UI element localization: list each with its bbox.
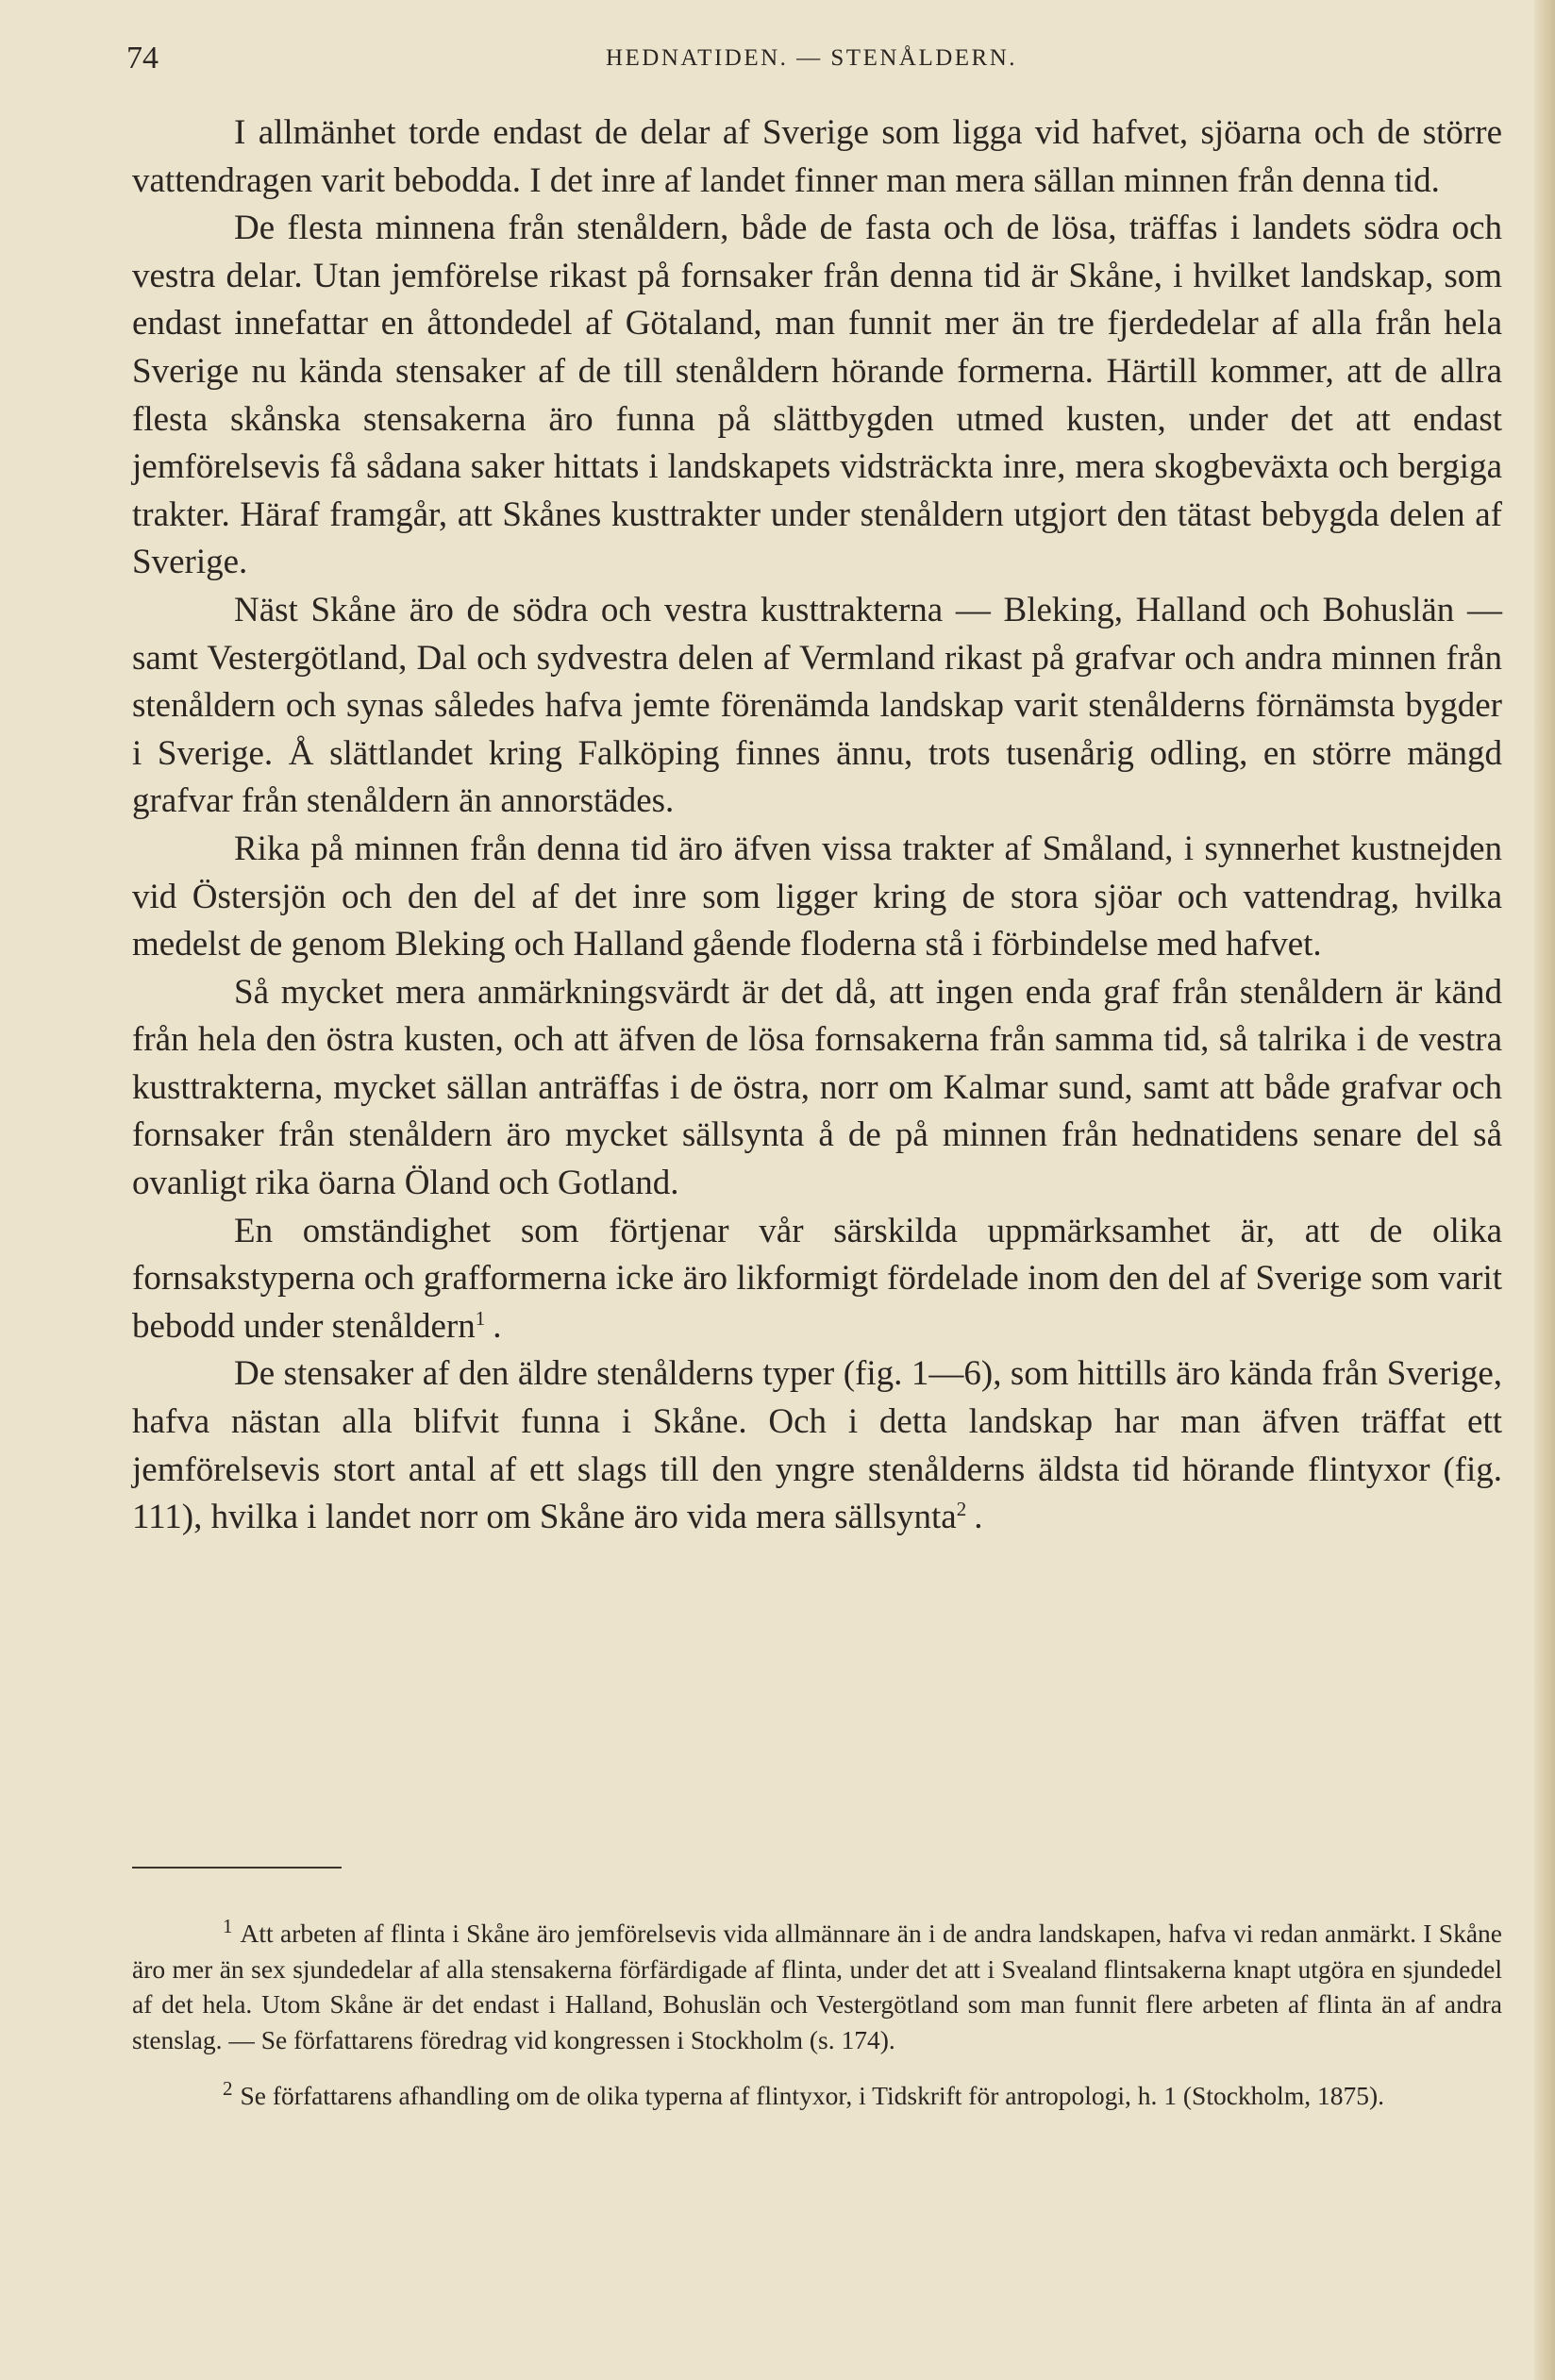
footnote-marker: 2: [223, 2076, 233, 2100]
page-header: [126, 38, 1496, 79]
paragraph-older-types-end: .: [974, 1498, 983, 1537]
footnote-marker: 1: [223, 1914, 233, 1937]
paragraph-older-types: [132, 1350, 1502, 1541]
paragraph-smaland: Rika på minnen från denna tid äro äfven vissa trakter af Småland, i synnerhet kustnejden vid Östersjön och den del af det inre som ligger kring de stora sjöar och vattendrag, hvilka medelst de genom Bleking och Halland gående floderna stå i förbindelse med hafvet.: [132, 829, 1502, 964]
footnote-text: Att arbeten af flinta i Skåne äro jemförelsevis vida allmännare än i de andra landskapen, hafva vi redan anmärkt. I Skåne äro mer än sex sjundedelar af alla stensakerna förfärdigade af flinta, under det att i Svealand flintsakerna knapt utgöra en sjundedel af det hela. Utom Skåne är det endast i Halland, Bohuslän och Vestergötland som man funnit flere arbeten af flinta än af andra stenslag. — Se författarens föredrag vid kongressen i Stockholm (s. 174).: [132, 1919, 1502, 2054]
paragraph-distribution: [132, 1208, 1502, 1351]
footnote-1: [132, 1916, 1502, 2057]
footnote-2: [132, 2078, 1502, 2114]
paragraph-inhabited-coasts: I allmänhet torde endast de delar af Sverige som ligga vid hafvet, sjöarna och de större vattendragen varit bebodda. I det inre af landet finner man mera sällan minnen från denna tid.: [132, 113, 1502, 200]
paragraph-older-types-text: De stensaker af den äldre stenålderns typer (fig. 1—6), som hittills äro kända från Sverige, hafva nästan alla blifvit funna i Skåne. Och i detta landskap har man äfven träffat ett jemförelsevis stort antal af ett slags till den yngre stenålderns äldsta tid hörande flintyxor (fig. 111), hvilka i landet norr om Skåne äro vida mera sällsynta: [132, 1354, 1502, 1537]
body-text: [132, 109, 1502, 1542]
footnote-divider: [132, 1867, 342, 1869]
paragraph-eastern-coast: Så mycket mera anmärkningsvärdt är det då, att ingen enda graf från stenåldern är känd från hela den östra kusten, och att äfven de lösa fornsakerna från samma tid, så talrika i de vestra kusttrakterna, mycket sällan anträffas i de östra, norr om Kalmar sund, samt att både grafvar och fornsaker från stenåldern äro mycket sällsynta å de på minnen från hednatidens senare del så ovanligt rika öarna Öland och Gotland.: [132, 972, 1502, 1203]
footnotes: [132, 1916, 1502, 2135]
footnote-ref-1[interactable]: 1: [475, 1306, 486, 1330]
running-head: HEDNATIDEN. — STENÅLDERN.: [605, 45, 1018, 71]
page-number: 74: [126, 41, 159, 75]
paragraph-western-coasts: Näst Skåne äro de södra och vestra kusttrakterna — Bleking, Halland och Bohuslän — samt Vestergötland, Dal och sydvestra delen af Vermland rikast på grafvar och andra minnen från stenåldern och synas således hafva jemte förenämda landskap varit stenålderns förnämsta bygder i Sverige. Å slättlandet kring Falköping finnes ännu, trots tusenårig odling, en större mängd grafvar från stenåldern än annorstädes.: [132, 590, 1502, 821]
paragraph-distribution-text: En omständighet som förtjenar vår särskilda uppmärksamhet är, att de olika fornsakstyperna och grafformerna icke äro likformigt fördelade inom den del af Sverige som varit bebodd under stenåldern: [132, 1211, 1502, 1346]
paragraph-distribution-end: .: [493, 1306, 502, 1346]
footnote-ref-2[interactable]: 2: [956, 1497, 967, 1520]
paragraph-skane-finds: De flesta minnena från stenåldern, både de fasta och de lösa, träffas i landets södra och vestra delar. Utan jemförelse rikast på fornsaker från denna tid är Skåne, i hvilket landskap, som endast innefattar en åttondedel af Götaland, man funnit mer än tre fjerdedelar af alla från hela Sverige nu kända stensaker af de till stenåldern hörande formerna. Härtill kommer, att de allra flesta skånska stensakerna äro funna på slättbygden utmed kusten, under det att endast jemförelsevis få sådana saker hittats i landskapets vidsträckta inre, mera skogbeväxta och bergiga trakter. Häraf framgår, att Skånes kusttrakter under stenåldern utgjort den tätast bebygda delen af Sverige.: [132, 209, 1502, 582]
footnote-text: Se författarens afhandling om de olika typerna af flintyxor, i Tidskrift för antropologi, h. 1 (Stockholm, 1875).: [240, 2081, 1384, 2110]
page-edge-shadow: [1534, 0, 1555, 2380]
